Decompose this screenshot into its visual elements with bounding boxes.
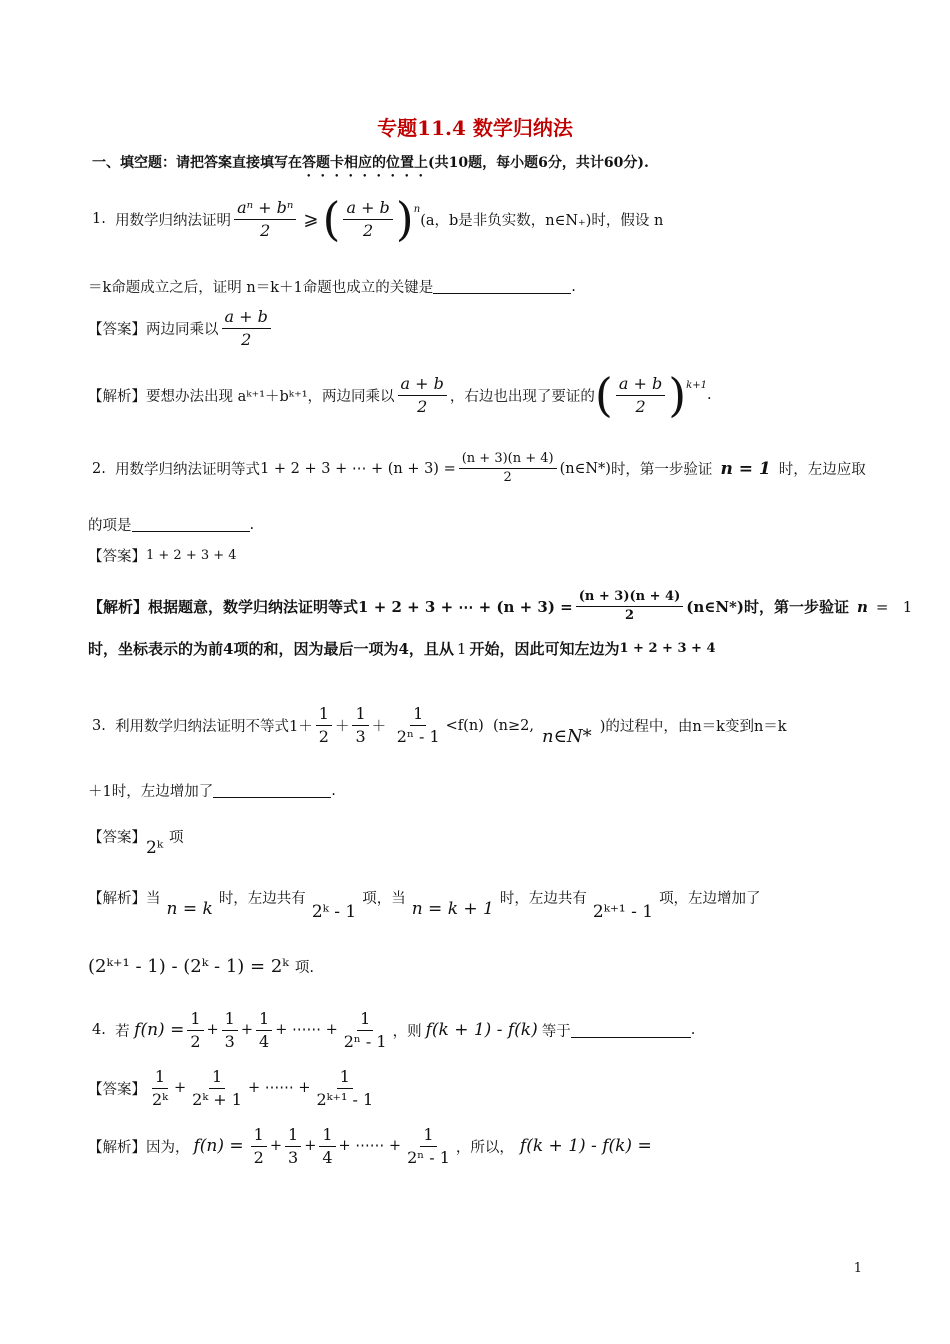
q1-answer xyxy=(88,308,274,348)
q2-line2 xyxy=(88,514,254,535)
analysis-label: 【解析】 xyxy=(88,598,149,617)
q2-analysis-cond: (n∈N*) xyxy=(686,597,744,616)
section-header xyxy=(92,152,649,180)
q3-text-b: <f(n) (n≥2, xyxy=(445,717,535,734)
q1-condition: (a，b是非负实数，n∈N₊)时，假设 n xyxy=(420,212,664,229)
q4-frac-half: $\frac{1}{2}$ xyxy=(187,1010,203,1050)
q4-answer: 【答案】 $\frac{1}{\text{2ᵏ}}$ + $\frac{1}{\text{2ᵏ + 1}}$ + ⋯⋯ + $\frac{1}{\text{2ᵏ⁺¹ - 1}}$ xyxy=(88,1068,379,1108)
q2-line2-text: 的项是 xyxy=(88,518,132,534)
q3-analysis-d: 项，左边增加了 xyxy=(659,890,761,907)
q4-line1: 4. 若 f(n) = $\frac{1}{2}$ + $\frac{1}{3}$ + $\frac{1}{4}$ + ⋯⋯ + $\frac{1}{\text{2ⁿ - 1}}$ ，则 f(k + 1) - f(k) 等于 . xyxy=(92,1009,696,1051)
q2-analysis-lhs: 1 + 2 + 3 + ⋯ + (n + 3) = xyxy=(358,597,573,616)
q4-frac-third: $\frac{1}{3}$ xyxy=(222,1010,238,1050)
q2-condition: (n∈N*) xyxy=(559,460,611,477)
q4-ans-dots: + ⋯⋯ + xyxy=(247,1080,311,1097)
q1-answer-fraction: $\frac{a + b}{2}$ xyxy=(222,308,271,348)
q4-analysis-a: 因为， xyxy=(146,1139,190,1156)
q2-answer-blank xyxy=(132,517,250,532)
q1-line2 xyxy=(88,276,576,297)
q3-frac-last: $\frac{1}{\text{2ⁿ - 1}}$ xyxy=(396,704,440,746)
q1-analysis-a: 要想办法出现 aᵏ⁺¹＋bᵏ⁺¹，两边同乘以 xyxy=(146,388,395,405)
q3-n-eq-k: n = k xyxy=(166,899,213,919)
q1-geq: ⩾ xyxy=(303,208,319,230)
q2-n-letter: n xyxy=(857,597,868,616)
answer-label: 【答案】 xyxy=(88,321,146,338)
q2-one: 1 xyxy=(456,639,467,658)
q3-line2-text: ＋1时，左边增加了 xyxy=(88,784,214,800)
q2-analysis-fraction: $\frac{(n + 3)(n + 4)}{2}$ xyxy=(576,590,684,624)
q4-text-c: 等于 xyxy=(541,1023,571,1040)
q1-rhs-fraction: $\frac{a + b}{2}$ xyxy=(343,199,392,239)
q4-dots: + ⋯⋯ + xyxy=(275,1022,338,1039)
analysis-label: 【解析】 xyxy=(88,388,146,405)
q3-analysis xyxy=(88,872,761,922)
q2-answer xyxy=(88,545,237,566)
q3-answer-blank xyxy=(213,783,331,798)
q4-text-a: 若 xyxy=(115,1023,130,1040)
q2-analysis-e: 开始，因此可知左边为 xyxy=(469,640,620,658)
answer-label: 【答案】 xyxy=(88,1081,146,1098)
q2-four-a: 4 xyxy=(223,639,234,658)
q4-ans-frac2: $\frac{1}{\text{2ᵏ + 1}}$ xyxy=(192,1067,242,1109)
q2-analysis-a: 根据题意，数学归纳法证明等式 xyxy=(148,598,359,617)
q1-line1: 1. 用数学归纳法证明 $\frac{\text{aⁿ + bⁿ}}{2}$ ⩾ ( $\frac{a + b}{2}$ ) n (a，b是非负实数，n∈N₊)时，假设 n xyxy=(92,192,664,246)
q4-analysis-b: ，所以， xyxy=(455,1139,514,1156)
q4-fn: f(n) = xyxy=(134,1020,185,1041)
q1-analysis-fraction: $\frac{a + b}{2}$ xyxy=(398,375,447,415)
q2-four-b: 4 xyxy=(398,639,409,658)
q2-eq-one: = 1 xyxy=(875,597,913,616)
q2-period: . xyxy=(249,516,255,533)
q3-period: . xyxy=(331,782,336,799)
q1-analysis: 【解析】 要想办法出现 aᵏ⁺¹＋bᵏ⁺¹，两边同乘以 $\frac{a + b}{2}$ ，右边也出现了要证的 ( $\frac{a + b}{2}$ ) k+1 . xyxy=(88,368,712,422)
q4-text-b: ，则 xyxy=(392,1023,422,1040)
q3-frac-third: $\frac{1}{3}$ xyxy=(352,705,368,745)
q2-text-a: 用数学归纳法证明等式 xyxy=(115,462,261,479)
q1-analysis-period: . xyxy=(706,387,712,403)
q3-plus-a: ＋ xyxy=(334,719,350,735)
q1-line2-text: ＝k命题成立之后，证明 n＝k＋1命题也成立的关键是 xyxy=(88,280,434,296)
q3-line1 xyxy=(92,704,787,747)
q2-answer-text: 1 + 2 + 3 + 4 xyxy=(146,548,237,563)
section-instruction-dotted: 答题卡相应的位置上 xyxy=(302,155,428,171)
q2-analysis-d: ，且从 xyxy=(408,640,454,658)
q2-n-eq-1: n = 1 xyxy=(720,458,771,479)
q1-exponent-k1: k+1 xyxy=(686,379,707,391)
q2-lhs: 1 + 2 + 3 + ⋯ + (n + 3) = xyxy=(260,460,456,477)
q1-analysis-fraction2: $\frac{a + b}{2}$ xyxy=(616,375,665,415)
q3-analysis-c: 项，当 xyxy=(362,890,406,907)
q2-analysis-c: 项的和，因为最后一项为 xyxy=(233,640,399,658)
q4-an-frac-half: $\frac{1}{2}$ xyxy=(251,1126,267,1166)
q3-terms1: 2ᵏ - 1 xyxy=(311,902,357,922)
analysis-label: 【解析】 xyxy=(88,890,146,907)
q4-an-dots: + ⋯⋯ + xyxy=(338,1138,402,1155)
q3-frac-half: $\frac{1}{2}$ xyxy=(316,705,332,745)
answer-label: 【答案】 xyxy=(88,829,146,846)
q3-text-c: )的过程中，由n＝k变到n＝k xyxy=(599,719,787,735)
q2-analysis-line2 xyxy=(88,638,716,659)
q3-one-plus: 1＋ xyxy=(289,719,313,735)
q1-answer-text: 两边同乘以 xyxy=(146,321,219,338)
q2-text-b: 时，第一步验证 xyxy=(610,462,713,479)
q4-ans-frac1: $\frac{1}{\text{2ᵏ}}$ xyxy=(152,1067,169,1109)
section-instruction-a: 请把答案直接填写在 xyxy=(176,155,302,171)
q2-analysis-result: 1 + 2 + 3 + 4 xyxy=(619,641,716,656)
q1-number: 1. xyxy=(92,211,106,227)
analysis-label: 【解析】 xyxy=(88,1139,146,1156)
q4-analysis-eq: f(k + 1) - f(k) = xyxy=(519,1136,652,1157)
q2-analysis-b: 时，坐标表示的为前 xyxy=(88,640,224,658)
q3-analysis-b: 时，左边共有 xyxy=(218,890,306,907)
q4-ans-frac3: $\frac{1}{\text{2ᵏ⁺¹ - 1}}$ xyxy=(316,1067,374,1109)
q4-diff: f(k + 1) - f(k) xyxy=(425,1020,538,1041)
q2-text-d: 时，第一步验证 xyxy=(744,598,850,617)
q1-exponent-n: n xyxy=(413,203,421,215)
section-prefix: 一、填空题： xyxy=(92,155,176,171)
q4-frac-quarter: $\frac{1}{4}$ xyxy=(256,1010,272,1050)
q3-answer-text: 项 xyxy=(169,829,184,846)
q3-plus-b: ＋ xyxy=(371,719,387,735)
q1-analysis-b: ，右边也出现了要证的 xyxy=(449,388,595,405)
q4-frac-last: $\frac{1}{\text{2ⁿ - 1}}$ xyxy=(343,1009,387,1051)
q3-answer-math: 2ᵏ xyxy=(146,838,164,858)
q3-terms2: 2ᵏ⁺¹ - 1 xyxy=(592,902,654,922)
page-number: 1 xyxy=(853,1261,862,1276)
q2-fraction: $\frac{(n + 3)(n + 4)}{2}$ xyxy=(459,452,557,486)
q1-answer-blank xyxy=(433,279,571,294)
q4-analysis: 【解析】 因为， f(n) = $\frac{1}{2}$ + $\frac{1}{3}$ + $\frac{1}{4}$ + ⋯⋯ + $\frac{1}{\text{2ⁿ - 1}}$ ，所以， f(k + 1) - f(k) = xyxy=(88,1125,652,1167)
section-instruction-b: (共10题，每小题6分，共计60分). xyxy=(428,155,649,171)
q2-line1 xyxy=(92,452,866,486)
q4-number: 4. xyxy=(92,1022,106,1039)
answer-label: 【答案】 xyxy=(88,549,146,565)
q3-answer xyxy=(88,814,184,858)
q3-line2 xyxy=(88,780,336,801)
q3-number: 3. xyxy=(92,717,106,734)
q3-text-a: 利用数学归纳法证明不等式 xyxy=(115,719,290,735)
q1-period: . xyxy=(571,278,576,295)
q4-an-frac-last: $\frac{1}{\text{2ⁿ - 1}}$ xyxy=(407,1125,450,1167)
q3-result-tail: 项. xyxy=(294,960,314,976)
q3-n-in-N: n∈N* xyxy=(542,726,592,747)
q2-number: 2. xyxy=(92,460,106,477)
q4-an-frac-quarter: $\frac{1}{4}$ xyxy=(319,1126,335,1166)
q1-text-a: 用数学归纳法证明 xyxy=(115,212,232,229)
q4-answer-blank xyxy=(571,1023,691,1038)
q2-text-c: 时，左边应取 xyxy=(778,462,866,479)
page-title: 专题11.4 数学归纳法 xyxy=(377,116,573,140)
q3-result xyxy=(88,956,314,977)
q3-result-math: (2ᵏ⁺¹ - 1) - (2ᵏ - 1) = 2ᵏ xyxy=(88,956,289,977)
q1-lhs-fraction: $\frac{\text{aⁿ + bⁿ}}{2}$ xyxy=(234,199,296,239)
q3-analysis-b2: 时，左边共有 xyxy=(499,890,587,907)
q4-analysis-fn: f(n) = xyxy=(193,1136,244,1157)
q4-an-frac-third: $\frac{1}{3}$ xyxy=(285,1126,301,1166)
q4-period: . xyxy=(690,1022,696,1039)
q2-analysis-line1 xyxy=(88,590,912,624)
q3-n-eq-k1: n = k + 1 xyxy=(411,899,494,919)
q3-analysis-a: 当 xyxy=(146,890,161,907)
